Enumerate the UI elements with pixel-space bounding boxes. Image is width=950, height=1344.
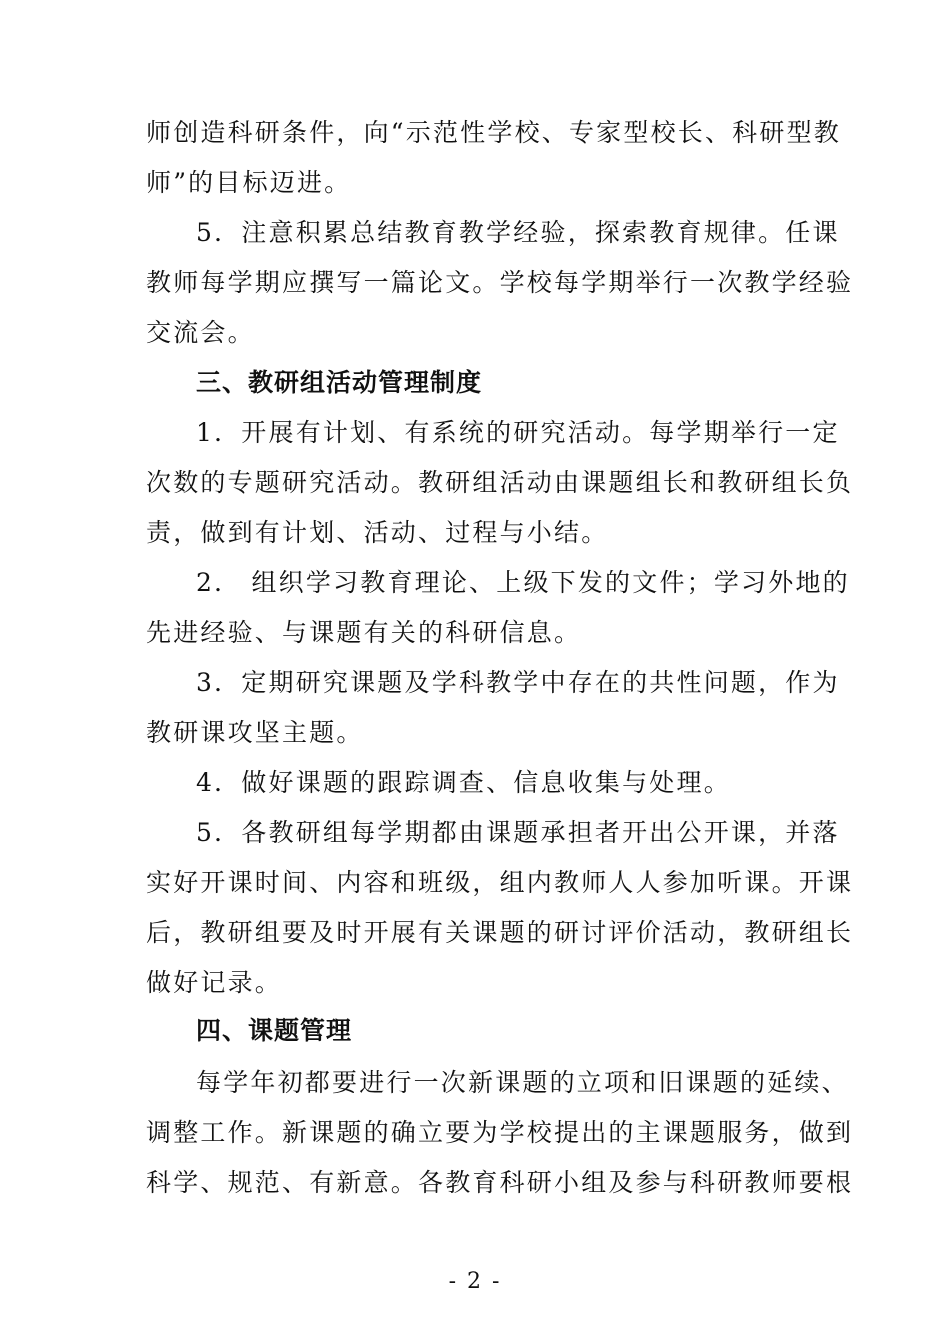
numbered-item-1-start: 1．开展有计划、有系统的研究活动。每学期举行一定 xyxy=(196,418,840,447)
body-text-line: 教研课攻坚主题。 xyxy=(146,718,364,747)
body-text-line: 师创造科研条件，向“示范性学校、专家型校长、科研型教 xyxy=(146,118,841,147)
body-text-line: 师”的目标迈进。 xyxy=(146,168,352,197)
numbered-item-4: 4．做好课题的跟踪调查、信息收集与处理。 xyxy=(196,768,731,797)
body-text-line: 后，教研组要及时开展有关课题的研讨评价活动，教研组长 xyxy=(146,918,854,947)
body-text-line: 实好开课时间、内容和班级，组内教师人人参加听课。开课 xyxy=(146,868,854,897)
numbered-item-5-start: 5．各教研组每学期都由课题承担者开出公开课，并落 xyxy=(196,818,840,847)
page-number: - 2 - xyxy=(448,1269,502,1294)
paragraph-start: 每学年初都要进行一次新课题的立项和旧课题的延续、 xyxy=(196,1068,849,1097)
body-text-line: 交流会。 xyxy=(146,318,255,347)
section-heading-3: 三、教研组活动管理制度 xyxy=(196,368,483,397)
numbered-item-5-start: 5．注意积累总结教育教学经验，探索教育规律。任课 xyxy=(196,218,840,247)
body-text-line: 责，做到有计划、活动、过程与小结。 xyxy=(146,518,609,547)
body-text-line: 科学、规范、有新意。各教育科研小组及参与科研教师要根 xyxy=(146,1168,854,1197)
body-text-line: 先进经验、与课题有关的科研信息。 xyxy=(146,618,582,647)
body-text-line: 调整工作。新课题的确立要为学校提出的主课题服务，做到 xyxy=(146,1118,854,1147)
body-text-line: 做好记录。 xyxy=(146,968,283,997)
numbered-item-3-start: 3．定期研究课题及学科教学中存在的共性问题，作为 xyxy=(196,668,840,697)
body-text-line: 次数的专题研究活动。教研组活动由课题组长和教研组长负 xyxy=(146,468,854,497)
numbered-item-2-start: 2． 组织学习教育理论、上级下发的文件；学习外地的 xyxy=(196,568,850,597)
body-text-line: 教师每学期应撰写一篇论文。学校每学期举行一次教学经验 xyxy=(146,268,854,297)
section-heading-4: 四、课题管理 xyxy=(196,1016,353,1045)
